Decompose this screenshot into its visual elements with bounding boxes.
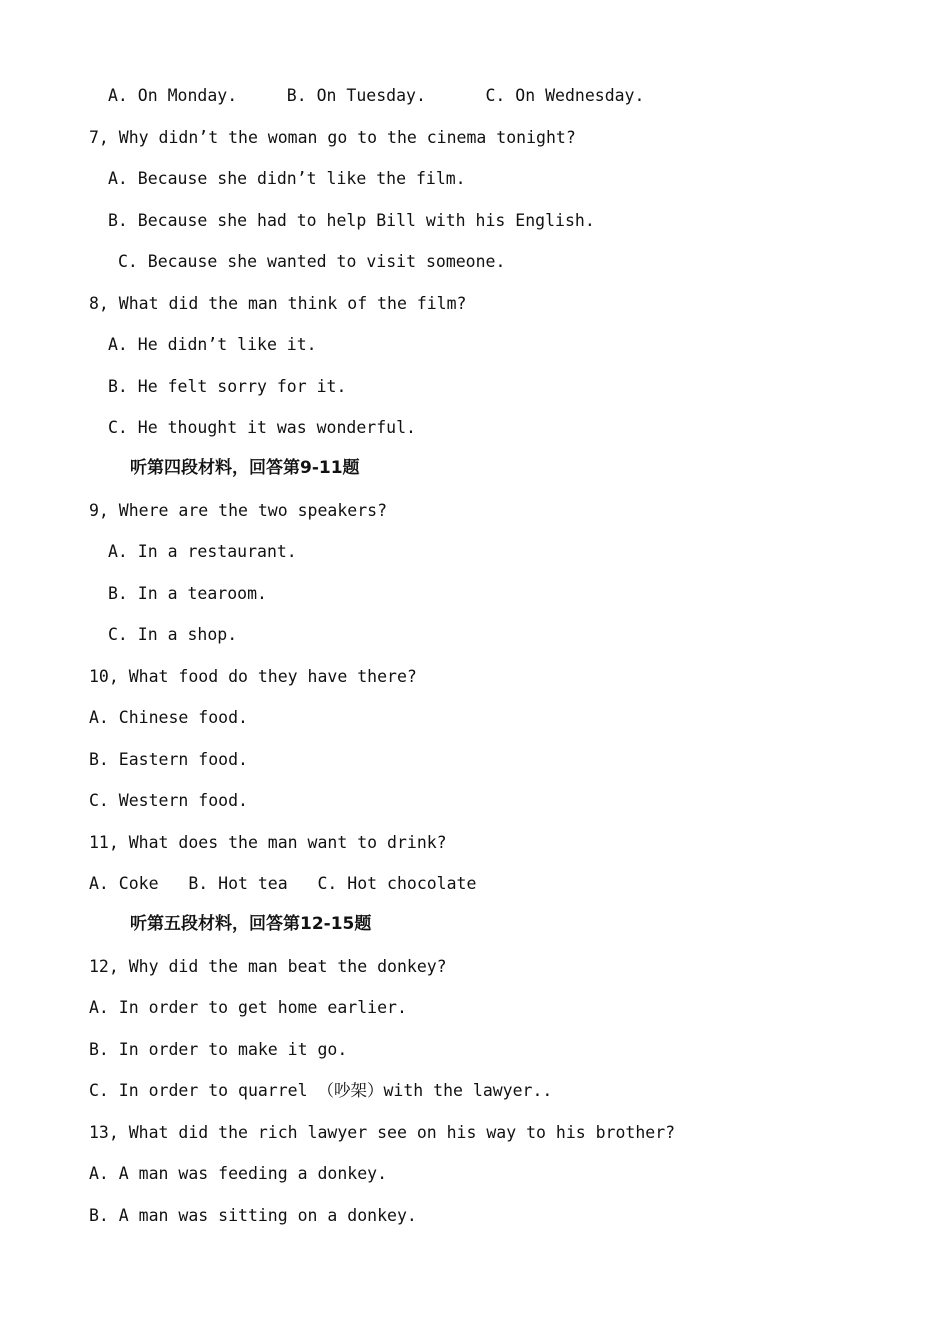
question-10-option-a: A. Chinese food.: [89, 708, 248, 727]
question-7-option-b: B. Because she had to help Bill with his English.: [108, 211, 595, 230]
question-7-option-a: A. Because she didn’t like the film.: [108, 169, 466, 188]
question-8-option-b: B. He felt sorry for it.: [108, 377, 347, 396]
question-12-option-a: A. In order to get home earlier.: [89, 998, 407, 1017]
question-11-text: 11, What does the man want to drink?: [89, 833, 447, 852]
question-7-text: 7, Why didn’t the woman go to the cinema tonight?: [89, 128, 576, 147]
question-12-option-c: C. In order to quarrel （吵架）with the lawyer..: [89, 1081, 553, 1100]
question-10-option-b: B. Eastern food.: [89, 750, 248, 769]
question-12-text: 12, Why did the man beat the donkey?: [89, 957, 447, 976]
question-9-option-c: C. In a shop.: [108, 625, 238, 644]
question-13-option-b: B. A man was sitting on a donkey.: [89, 1206, 417, 1225]
section-heading-4: 听第四段材料，回答第9-11题: [130, 458, 360, 478]
section-heading-5: 听第五段材料，回答第12-15题: [130, 914, 372, 934]
question-9-option-a: A. In a restaurant.: [108, 542, 297, 561]
question-11-options: A. Coke B. Hot tea C. Hot chocolate: [89, 874, 477, 893]
question-9-text: 9, Where are the two speakers?: [89, 501, 388, 520]
question-10-option-c: C. Western food.: [89, 791, 248, 810]
question-13-text: 13, What did the rich lawyer see on his way to his brother?: [89, 1123, 676, 1142]
question-9-option-b: B. In a tearoom.: [108, 584, 267, 603]
question-8-option-a: A. He didn’t like it.: [108, 335, 317, 354]
question-10-text: 10, What food do they have there?: [89, 667, 417, 686]
question-7-option-c: C. Because she wanted to visit someone.: [118, 252, 506, 271]
question-8-text: 8, What did the man think of the film?: [89, 294, 467, 313]
question-6-options: A. On Monday. B. On Tuesday. C. On Wednesday.: [108, 86, 645, 105]
question-8-option-c: C. He thought it was wonderful.: [108, 418, 416, 437]
question-13-option-a: A. A man was feeding a donkey.: [89, 1164, 388, 1183]
question-12-option-b: B. In order to make it go.: [89, 1040, 348, 1059]
